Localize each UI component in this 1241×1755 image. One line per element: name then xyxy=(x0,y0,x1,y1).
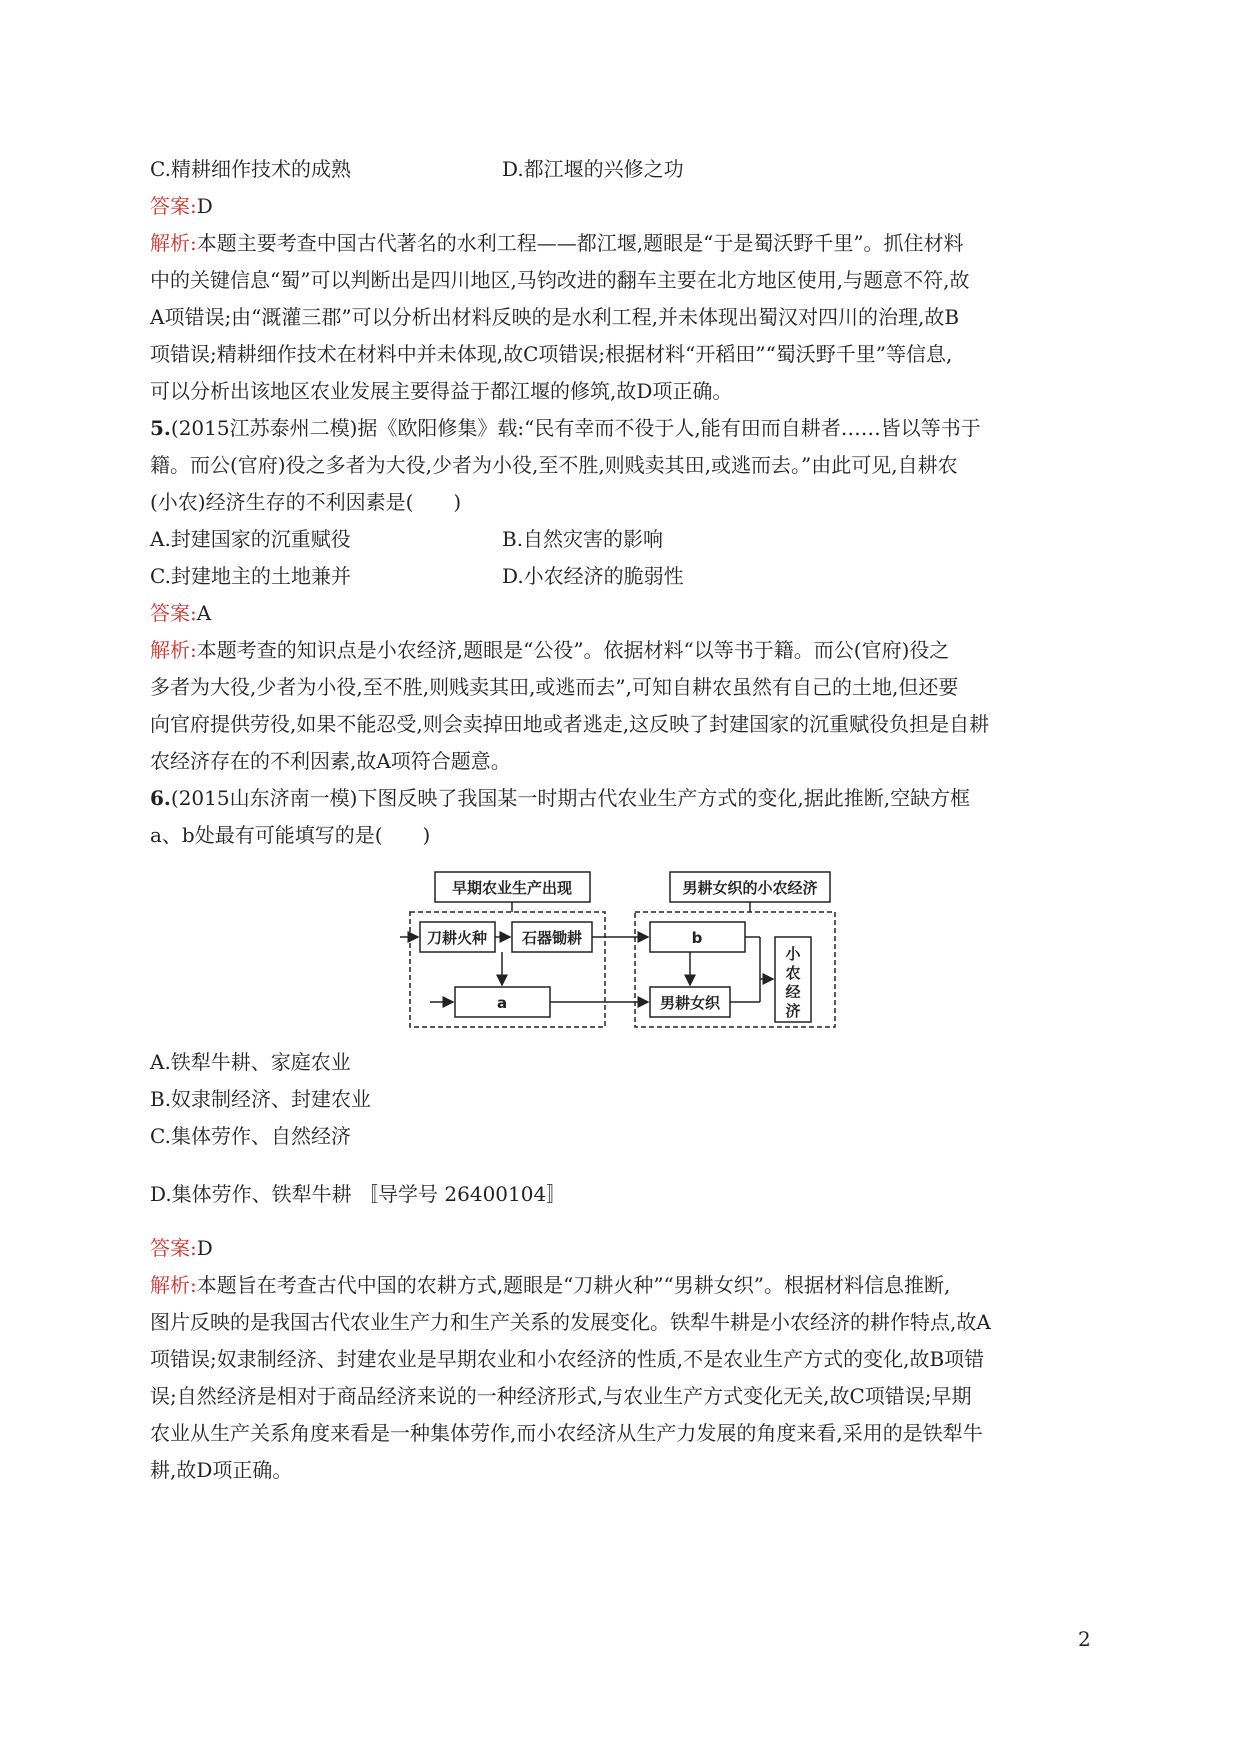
q4-analysis-line: A项错误;由“溉灌三郡”可以分析出材料反映的是水利工程,并未体现出蜀汉对四川的治理,故B xyxy=(150,305,960,329)
answer-label: 答案: xyxy=(150,601,197,625)
q4-analysis-line: 项错误;精耕细作技术在材料中并未体现,故C项错误;根据材料“开稻田”“蜀沃野千里”等信息, xyxy=(150,342,953,366)
analysis-label: 解析: xyxy=(150,638,197,662)
q4-option-d: D.都江堰的兴修之功 xyxy=(502,157,684,181)
q6-option-b: B.奴隶制经济、封建农业 xyxy=(150,1087,372,1111)
q4-analysis-line: 中的关键信息“蜀”可以判断出是四川地区,马钧改进的翻车主要在北方地区使用,与题意不符,故 xyxy=(150,268,970,292)
vertical-char: 济 xyxy=(785,1002,801,1020)
vertical-char: 小 xyxy=(785,945,801,963)
q5-analysis-line xyxy=(150,638,949,662)
q5-stem-line: 籍。而公(官府)役之多者为大役,少者为小役,至不胜,则贱卖其田,或逃而去。”由此可见,自耕农 xyxy=(150,453,958,477)
q5-stem-line: (小农)经济生存的不利因素是( ) xyxy=(150,490,462,514)
q4-option-c: C.精耕细作技术的成熟 xyxy=(150,157,351,181)
q6-stem-line: a、b处最有可能填写的是( ) xyxy=(150,823,431,847)
right-title: 男耕女织的小农经济 xyxy=(682,879,818,897)
answer-value: A xyxy=(196,601,212,625)
q4-answer xyxy=(150,194,213,218)
box-b-label: b xyxy=(691,929,703,947)
q5-option-d: D.小农经济的脆弱性 xyxy=(502,564,684,588)
q6-analysis-line: 项错误;奴隶制经济、封建农业是早期农业和小农经济的性质,不是农业生产方式的变化,故B项错 xyxy=(150,1347,985,1371)
q6-analysis-line: 图片反映的是我国古代农业生产力和生产关系的发展变化。铁犁牛耕是小农经济的耕作特点,故A xyxy=(150,1310,991,1334)
stem-text: (2015山东济南一模)下图反映了我国某一时期古代农业生产方式的变化,据此推断,空缺方框 xyxy=(170,786,971,810)
q4-analysis-line: 可以分析出该地区农业发展主要得益于都江堰的修筑,故D项正确。 xyxy=(150,379,733,403)
q5-stem-line xyxy=(150,416,981,440)
q5-analysis-line: 农经济存在的不利因素,故A项符合题意。 xyxy=(150,749,511,773)
q5-analysis-line: 多者为大役,少者为小役,至不胜,则贱卖其田,或逃而去”,可知自耕农虽然有自己的土地,但还要 xyxy=(150,675,959,699)
q4-analysis-line xyxy=(150,231,964,255)
answer-label: 答案: xyxy=(150,1236,197,1260)
q6-analysis-line: 误;自然经济是相对于商品经济来说的一种经济形式,与农业生产方式变化无关,故C项错误;早期 xyxy=(150,1384,972,1408)
left-title: 早期农业生产出现 xyxy=(451,879,573,897)
vertical-char: 经 xyxy=(785,983,801,1001)
q6-option-a: A.铁犁牛耕、家庭农业 xyxy=(150,1050,351,1074)
q6-option-c: C.集体劳作、自然经济 xyxy=(150,1124,351,1148)
box-a-label: a xyxy=(496,994,508,1012)
question-number: 6. xyxy=(150,786,171,810)
stem-text: (2015江苏泰州二模)据《欧阳修集》载:“民有幸而不役于人,能有田而自耕者……皆以等书于 xyxy=(170,416,981,440)
q6-analysis-line: 耕,故D项正确。 xyxy=(150,1458,293,1482)
production-mode-diagram xyxy=(400,862,840,1037)
q5-option-b: B.自然灾害的影响 xyxy=(502,527,664,551)
analysis-text: 本题旨在考查古代中国的农耕方式,题眼是“刀耕火种”“男耕女织”。根据材料信息推断, xyxy=(196,1273,951,1297)
question-number: 5. xyxy=(150,416,171,440)
analysis-label: 解析: xyxy=(150,1273,197,1297)
page-number: 2 xyxy=(1078,1627,1091,1651)
q6-option-d: D.集体劳作、铁犁牛耕 〚导学号 26400104〛 xyxy=(150,1182,567,1206)
q5-analysis-line: 向官府提供劳役,如果不能忍受,则会卖掉田地或者逃走,这反映了封建国家的沉重赋役负担是自耕 xyxy=(150,712,990,736)
box-daogeng-label: 刀耕火种 xyxy=(426,929,488,947)
analysis-text: 本题主要考查中国古代著名的水利工程——都江堰,题眼是“于是蜀沃野千里”。抓住材料 xyxy=(196,231,964,255)
answer-value: D xyxy=(196,194,213,218)
q5-option-a: A.封建国家的沉重赋役 xyxy=(150,527,351,551)
analysis-label: 解析: xyxy=(150,231,197,255)
answer-label: 答案: xyxy=(150,194,197,218)
box-shiqi-label: 石器锄耕 xyxy=(521,929,583,947)
box-nangeng-label: 男耕女织 xyxy=(659,994,721,1012)
q5-answer xyxy=(150,601,211,625)
q6-analysis-line: 农业从生产关系角度来看是一种集体劳作,而小农经济从生产力发展的角度来看,采用的是铁犁牛 xyxy=(150,1421,983,1445)
q6-stem-line xyxy=(150,786,970,810)
answer-value: D xyxy=(196,1236,213,1260)
q6-analysis-line xyxy=(150,1273,950,1297)
vertical-char: 农 xyxy=(785,964,801,982)
q6-answer xyxy=(150,1236,213,1260)
q5-option-c: C.封建地主的土地兼并 xyxy=(150,564,351,588)
analysis-text: 本题考查的知识点是小农经济,题眼是“公役”。依据材料“以等书于籍。而公(官府)役之 xyxy=(196,638,950,662)
